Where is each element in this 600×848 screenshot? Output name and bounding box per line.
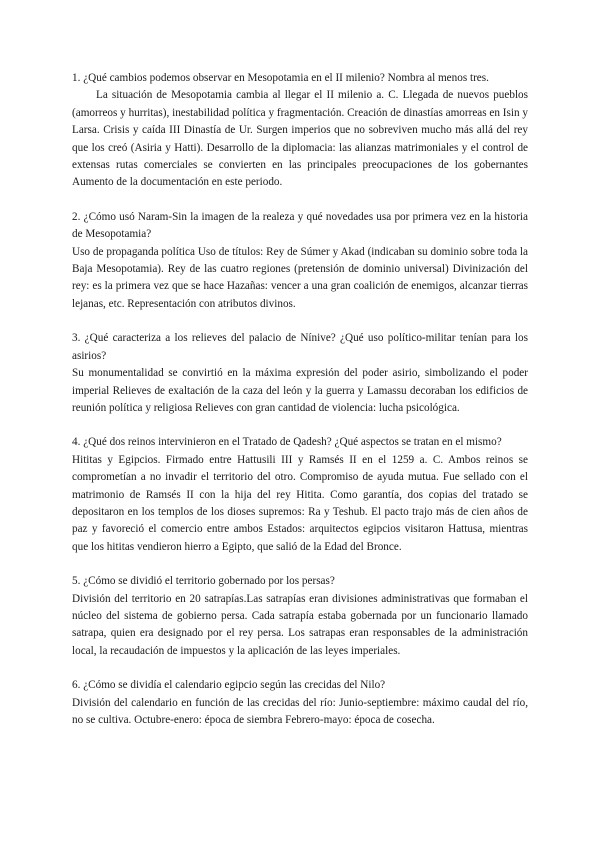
paragraph-gap xyxy=(72,417,528,434)
question-6: 6. ¿Cómo se dividía el calendario egipcio según las crecidas del Nilo? xyxy=(72,679,386,692)
answer-6: División del calendario en función de las crecidas del río: Junio-septiembre: máximo caudal del río, no se cultiva. Octubre-enero: época de siembra Febrero-mayo: época de cosecha. xyxy=(72,696,528,726)
qa-item-2 xyxy=(72,209,528,313)
paragraph-gap xyxy=(72,313,528,330)
question-4: 4. ¿Qué dos reinos intervinieron en el Tratado de Qadesh? ¿Qué aspectos se tratan en el mismo? xyxy=(72,436,502,449)
qa-item-5 xyxy=(72,573,528,660)
qa-item-1 xyxy=(72,70,528,192)
question-5: 5. ¿Cómo se dividió el territorio gobernado por los persas? xyxy=(72,575,335,588)
answer-3: Su monumentalidad se convirtió en la máxima expresión del poder asirio, simbolizando el poder imperial Relieves de exaltación de la caza del león y la guerra y Lamassu decoraban los edificios de reunión política y religiosa Relieves con gran cantidad de violencia: lucha psicológica. xyxy=(72,367,528,414)
question-3: 3. ¿Qué caracteriza a los relieves del palacio de Nínive? ¿Qué uso político-militar tenían para los asirios? xyxy=(72,332,528,362)
question-1: 1. ¿Qué cambios podemos observar en Mesopotamia en el II milenio? Nombra al menos tres. xyxy=(72,72,489,84)
document-body xyxy=(72,70,528,729)
question-2: 2. ¿Cómo usó Naram-Sin la imagen de la realeza y qué novedades usa por primera vez en la historia de Mesopotamia? xyxy=(72,210,528,241)
paragraph-gap xyxy=(72,556,528,573)
qa-item-3 xyxy=(72,330,528,417)
paragraph-gap xyxy=(72,660,528,677)
answer-4: Hititas y Egipcios. Firmado entre Hattusili III y Ramsés II en el 1259 a. C. Ambos reinos se comprometían a no invadir el territorio del otro. Compromiso de ayuda mutua. Fue sellado con el matrimonio de Ramsés II con la hija del rey Hitita. Como garantía, dos copias del tratado se depositaron en los templos de los dioses supremos: Ra y Teshub. El pacto trajo más de cien años de paz y favoreció el comercio entre ambos Estados: arquitectos egipcios visitaron Hattusa, mientras que los hititas vendieron hierro a Egipto, que salió de la Edad del Bronce. xyxy=(72,453,528,553)
answer-2: Uso de propaganda política Uso de títulos: Rey de Súmer y Akad (indicaban su dominio sobre toda la Baja Mesopotamia). Rey de las cuatro regiones (pretensión de dominio universal) Divinización del rey: es la primera vez que se hace Hazañas: vencer a una gran coalición de enemigos, alcanzar tierras lejanas, etc. Representación con atributos divinos. xyxy=(72,245,528,310)
qa-item-6 xyxy=(72,677,528,729)
qa-item-4 xyxy=(72,434,528,556)
answer-1: La situación de Mesopotamia cambia al llegar el II milenio a. C. Llegada de nuevos pueblos (amorreos y hurritas), inestabilidad política y fragmentación. Creación de dinastías amorreas en Isin y Larsa. Crisis y caída III Dinastía de Ur. Surgen imperios que no sobreviven mucho más allá del rey que los creó (Asiria y Hatti). Desarrollo de la diplomacia: las alianzas matrimoniales y el control de extensas rutas comerciales se convierten en las principales preocupaciones de los gobernantes Aumento de la documentación en este periodo. xyxy=(72,89,528,189)
paragraph-gap xyxy=(72,192,528,209)
answer-5: División del territorio en 20 satrapías.Las satrapías eran divisiones administrativas que formaban el núcleo del sistema de gobierno persa. Cada satrapía estaba gobernada por un funcionario llamado satrapa, quien era designado por el rey persa. Los satrapas eran responsables de la administración local, la recaudación de impuestos y la aplicación de las leyes imperiales. xyxy=(72,592,528,657)
